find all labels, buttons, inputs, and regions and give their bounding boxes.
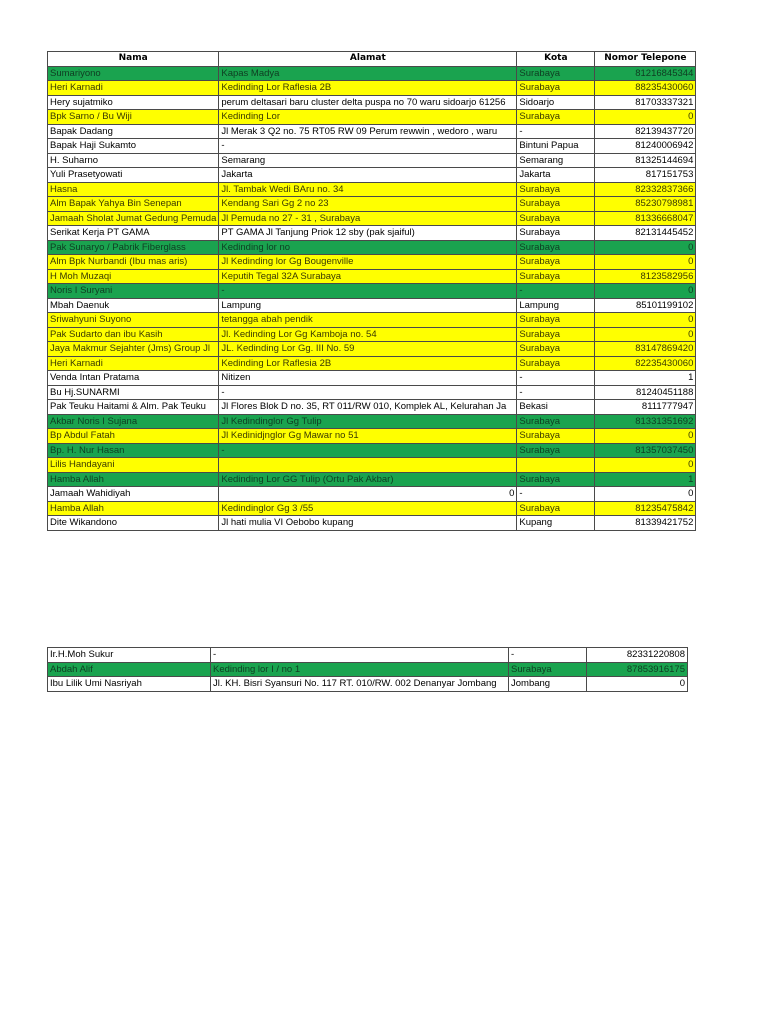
cell-alamat[interactable]: Jl hati mulia VI Oebobo kupang xyxy=(219,516,517,531)
cell-alamat[interactable]: Jl Pemuda no 27 - 31 , Surabaya xyxy=(219,211,517,226)
cell-alamat[interactable]: tetangga abah pendik xyxy=(219,313,517,328)
table-row xyxy=(48,240,696,255)
cell-alamat[interactable]: Jl. Tambak Wedi BAru no. 34 xyxy=(219,182,517,197)
cell-kota[interactable]: Semarang xyxy=(517,153,595,168)
table-row xyxy=(48,269,696,284)
header-row xyxy=(48,52,696,67)
cell-kota[interactable]: Surabaya xyxy=(517,342,595,357)
cell-nomor-telepone[interactable]: 82332837366 xyxy=(595,182,696,197)
cell-alamat[interactable]: Jl Kedinding lor Gg Bougenville xyxy=(219,255,517,270)
cell-nama[interactable]: Yuli Prasetyowati xyxy=(48,168,219,183)
cell-kota[interactable]: Bintuni Papua xyxy=(517,139,595,154)
table-row xyxy=(48,501,696,516)
table-row xyxy=(48,516,696,531)
extra-table-body xyxy=(48,648,688,692)
cell-nama[interactable]: Jaya Makmur Sejahter (Jms) Group Jl xyxy=(48,342,219,357)
cell-alamat[interactable]: Kedinding lor I / no 1 xyxy=(211,662,509,677)
cell-kota[interactable]: Surabaya xyxy=(517,356,595,371)
cell-nomor-telepone[interactable]: 87853916175 xyxy=(587,662,688,677)
cell-nama[interactable]: Alm Bapak Yahya Bin Senepan xyxy=(48,197,219,212)
cell-nomor-telepone[interactable]: 88235430060 xyxy=(595,81,696,96)
cell-alamat[interactable]: Kedindinglor Gg 3 /55 xyxy=(219,501,517,516)
table-row xyxy=(48,95,696,110)
cell-alamat[interactable]: Jl Merak 3 Q2 no. 75 RT05 RW 09 Perum rewwin , wedoro , waru xyxy=(219,124,517,139)
cell-nama[interactable]: Sumariyono xyxy=(48,66,219,81)
cell-alamat[interactable] xyxy=(219,458,517,473)
cell-alamat[interactable]: Kendang Sari Gg 2 no 23 xyxy=(219,197,517,212)
cell-alamat[interactable]: - xyxy=(211,648,509,663)
cell-alamat[interactable]: Semarang xyxy=(219,153,517,168)
table-row xyxy=(48,182,696,197)
table-row xyxy=(48,385,696,400)
cell-alamat[interactable]: Jl. Kedinding Lor Gg Kamboja no. 54 xyxy=(219,327,517,342)
table-row xyxy=(48,458,696,473)
cell-kota[interactable]: Surabaya xyxy=(517,226,595,241)
cell-nomor-telepone[interactable]: 81339421752 xyxy=(595,516,696,531)
cell-kota[interactable]: Surabaya xyxy=(517,81,595,96)
table-row xyxy=(48,298,696,313)
cell-alamat[interactable]: 0 xyxy=(219,487,517,502)
contact-table xyxy=(47,51,696,531)
cell-nomor-telepone[interactable]: 82331220808 xyxy=(587,648,688,663)
cell-nama[interactable]: Bu Hj.SUNARMI xyxy=(48,385,219,400)
cell-kota[interactable] xyxy=(517,458,595,473)
cell-nama[interactable]: Pak Sudarto dan ibu Kasih xyxy=(48,327,219,342)
cell-nama[interactable]: Ibu Lilik Umi Nasriyah xyxy=(48,677,211,692)
table-row xyxy=(48,313,696,328)
table-row xyxy=(48,139,696,154)
table-row xyxy=(48,66,696,81)
extra-contact-table xyxy=(47,647,688,692)
cell-kota[interactable]: Jakarta xyxy=(517,168,595,183)
cell-nomor-telepone[interactable]: 82139437720 xyxy=(595,124,696,139)
cell-kota[interactable]: - xyxy=(517,487,595,502)
cell-alamat[interactable]: Kedinding Lor xyxy=(219,110,517,125)
cell-nama[interactable]: Ir.H.Moh Sukur xyxy=(48,648,211,663)
cell-kota[interactable]: Surabaya xyxy=(517,211,595,226)
cell-kota[interactable]: Lampung xyxy=(517,298,595,313)
cell-nama[interactable]: Lilis Handayani xyxy=(48,458,219,473)
cell-nomor-telepone[interactable]: 82235430060 xyxy=(595,356,696,371)
cell-nomor-telepone[interactable]: 0 xyxy=(595,240,696,255)
cell-nama[interactable]: Bp. H. Nur Hasan xyxy=(48,443,219,458)
table-row xyxy=(48,662,688,677)
cell-nama[interactable]: Sriwahyuni Suyono xyxy=(48,313,219,328)
cell-nomor-telepone[interactable]: 85230798981 xyxy=(595,197,696,212)
table-row xyxy=(48,81,696,96)
cell-alamat[interactable]: - xyxy=(219,385,517,400)
cell-nama[interactable]: Akbar Noris I Sujana xyxy=(48,414,219,429)
table-body xyxy=(48,66,696,530)
header-nomor-telepone[interactable]: Nomor Telepone xyxy=(595,52,696,67)
cell-alamat[interactable]: Lampung xyxy=(219,298,517,313)
cell-alamat[interactable]: JL. Kedinding Lor Gg. III No. 59 xyxy=(219,342,517,357)
cell-kota[interactable]: - xyxy=(509,648,587,663)
cell-alamat[interactable]: Kedinding Lor GG Tulip (Ortu Pak Akbar) xyxy=(219,472,517,487)
cell-alamat[interactable]: Jl Flores Blok D no. 35, RT 011/RW 010, Komplek AL, Kelurahan Ja xyxy=(219,400,517,415)
cell-nomor-telepone[interactable]: 8111777947 xyxy=(595,400,696,415)
cell-nomor-telepone[interactable]: 0 xyxy=(595,458,696,473)
cell-kota[interactable]: Surabaya xyxy=(517,313,595,328)
table-row xyxy=(48,327,696,342)
cell-kota[interactable]: Bekasi xyxy=(517,400,595,415)
cell-nomor-telepone[interactable]: 81703337321 xyxy=(595,95,696,110)
table-row xyxy=(48,284,696,299)
cell-nomor-telepone[interactable]: 0 xyxy=(595,313,696,328)
cell-kota[interactable]: - xyxy=(517,385,595,400)
cell-alamat[interactable]: Jakarta xyxy=(219,168,517,183)
cell-alamat[interactable]: - xyxy=(219,443,517,458)
table-row xyxy=(48,342,696,357)
cell-nama[interactable]: Hery sujatmiko xyxy=(48,95,219,110)
cell-nama[interactable]: Bapak Dadang xyxy=(48,124,219,139)
table-row xyxy=(48,414,696,429)
cell-nama[interactable]: Alm Bpk Nurbandi (Ibu mas aris) xyxy=(48,255,219,270)
table-row xyxy=(48,211,696,226)
cell-nama[interactable]: Jamaah Wahidiyah xyxy=(48,487,219,502)
cell-alamat[interactable]: - xyxy=(219,284,517,299)
table-row xyxy=(48,429,696,444)
cell-alamat[interactable]: Kedinding Lor Raflesia 2B xyxy=(219,356,517,371)
cell-nomor-telepone[interactable]: 0 xyxy=(587,677,688,692)
cell-nama[interactable]: Pak Sunaryo / Pabrik Fiberglass xyxy=(48,240,219,255)
cell-nomor-telepone[interactable]: 0 xyxy=(595,429,696,444)
cell-nomor-telepone[interactable]: 0 xyxy=(595,110,696,125)
cell-alamat[interactable]: perum deltasari baru cluster delta puspa no 70 waru sidoarjo 61256 xyxy=(219,95,517,110)
header-kota[interactable]: Kota xyxy=(517,52,595,67)
table-row xyxy=(48,110,696,125)
cell-kota[interactable]: Surabaya xyxy=(517,327,595,342)
cell-nomor-telepone[interactable]: 0 xyxy=(595,327,696,342)
cell-nama[interactable]: Dite Wikandono xyxy=(48,516,219,531)
cell-nama[interactable]: H. Suharno xyxy=(48,153,219,168)
table-row xyxy=(48,226,696,241)
cell-nama[interactable]: Mbah Daenuk xyxy=(48,298,219,313)
table-row xyxy=(48,400,696,415)
cell-nama[interactable]: Hasna xyxy=(48,182,219,197)
cell-alamat[interactable]: Jl Kedindinglor Gg Tulip xyxy=(219,414,517,429)
cell-nomor-telepone[interactable]: 0 xyxy=(595,284,696,299)
cell-alamat[interactable]: Kapas Madya xyxy=(219,66,517,81)
table-row xyxy=(48,153,696,168)
table-row xyxy=(48,487,696,502)
cell-kota[interactable]: Surabaya xyxy=(517,66,595,81)
cell-nama[interactable]: Hamba Allah xyxy=(48,501,219,516)
cell-nomor-telepone[interactable]: 8123582956 xyxy=(595,269,696,284)
header-nama[interactable]: Nama xyxy=(48,52,219,67)
cell-nama[interactable]: Pak Teuku Haitami & Alm. Pak Teuku xyxy=(48,400,219,415)
table-row xyxy=(48,197,696,212)
cell-nama[interactable]: Heri Karnadi xyxy=(48,81,219,96)
cell-kota[interactable]: Surabaya xyxy=(517,240,595,255)
cell-nomor-telepone[interactable]: 817151753 xyxy=(595,168,696,183)
cell-nomor-telepone[interactable]: 81357037450 xyxy=(595,443,696,458)
table-row xyxy=(48,356,696,371)
cell-nama[interactable]: Bpk Sarno / Bu Wiji xyxy=(48,110,219,125)
cell-nomor-telepone[interactable]: 81235475842 xyxy=(595,501,696,516)
cell-nama[interactable]: Venda Intan Pratama xyxy=(48,371,219,386)
cell-nomor-telepone[interactable]: 81336668047 xyxy=(595,211,696,226)
cell-nama[interactable]: Hamba Allah xyxy=(48,472,219,487)
cell-kota[interactable]: Surabaya xyxy=(517,443,595,458)
cell-nama[interactable]: Abdah Alif xyxy=(48,662,211,677)
table-row xyxy=(48,371,696,386)
cell-nama[interactable]: Bapak Haji Sukamto xyxy=(48,139,219,154)
cell-nomor-telepone[interactable]: 0 xyxy=(595,487,696,502)
cell-kota[interactable]: Surabaya xyxy=(517,501,595,516)
cell-nomor-telepone[interactable]: 83147869420 xyxy=(595,342,696,357)
cell-kota[interactable]: Sidoarjo xyxy=(517,95,595,110)
cell-kota[interactable]: Jombang xyxy=(509,677,587,692)
table-row xyxy=(48,443,696,458)
cell-nomor-telepone[interactable]: 81325144694 xyxy=(595,153,696,168)
cell-nomor-telepone[interactable]: 81331351692 xyxy=(595,414,696,429)
table-row xyxy=(48,124,696,139)
cell-alamat[interactable]: Kedinding lor no xyxy=(219,240,517,255)
cell-alamat[interactable]: PT GAMA Jl Tanjung Priok 12 sby (pak sjaiful) xyxy=(219,226,517,241)
cell-kota[interactable]: Surabaya xyxy=(517,472,595,487)
cell-kota[interactable]: Surabaya xyxy=(517,429,595,444)
cell-nama[interactable]: Jamaah Sholat Jumat Gedung Pemuda xyxy=(48,211,219,226)
cell-kota[interactable]: Surabaya xyxy=(517,182,595,197)
table-row xyxy=(48,472,696,487)
cell-nomor-telepone[interactable]: 1 xyxy=(595,472,696,487)
table-row xyxy=(48,648,688,663)
cell-nama[interactable]: Bp Abdul Fatah xyxy=(48,429,219,444)
cell-alamat[interactable]: Jl Kedinidjnglor Gg Mawar no 51 xyxy=(219,429,517,444)
cell-nomor-telepone[interactable]: 81240451188 xyxy=(595,385,696,400)
cell-kota[interactable]: - xyxy=(517,371,595,386)
cell-nama[interactable]: Noris I Suryani xyxy=(48,284,219,299)
cell-alamat[interactable]: Nitizen xyxy=(219,371,517,386)
table-row xyxy=(48,677,688,692)
table-row xyxy=(48,255,696,270)
cell-kota[interactable]: Surabaya xyxy=(517,269,595,284)
cell-alamat[interactable]: Jl. KH. Bisri Syansuri No. 117 RT. 010/RW. 002 Denanyar Jombang xyxy=(211,677,509,692)
cell-nomor-telepone[interactable]: 85101199102 xyxy=(595,298,696,313)
cell-nomor-telepone[interactable]: 1 xyxy=(595,371,696,386)
cell-alamat[interactable]: Kedinding Lor Raflesia 2B xyxy=(219,81,517,96)
cell-nomor-telepone[interactable]: 82131445452 xyxy=(595,226,696,241)
cell-kota[interactable]: - xyxy=(517,124,595,139)
cell-alamat[interactable]: Keputih Tegal 32A Surabaya xyxy=(219,269,517,284)
cell-nama[interactable]: Serikat Kerja PT GAMA xyxy=(48,226,219,241)
cell-nomor-telepone[interactable]: 0 xyxy=(595,255,696,270)
cell-alamat[interactable]: - xyxy=(219,139,517,154)
header-alamat[interactable]: Alamat xyxy=(219,52,517,67)
table-row xyxy=(48,168,696,183)
cell-nama[interactable]: H Moh Muzaqi xyxy=(48,269,219,284)
cell-kota[interactable]: Surabaya xyxy=(517,255,595,270)
cell-nama[interactable]: Heri Karnadi xyxy=(48,356,219,371)
cell-nomor-telepone[interactable]: 81216845344 xyxy=(595,66,696,81)
cell-kota[interactable]: Kupang xyxy=(517,516,595,531)
cell-kota[interactable]: Surabaya xyxy=(517,197,595,212)
cell-nomor-telepone[interactable]: 81240006942 xyxy=(595,139,696,154)
cell-kota[interactable]: Surabaya xyxy=(517,414,595,429)
cell-kota[interactable]: Surabaya xyxy=(509,662,587,677)
cell-kota[interactable]: Surabaya xyxy=(517,110,595,125)
cell-kota[interactable]: - xyxy=(517,284,595,299)
